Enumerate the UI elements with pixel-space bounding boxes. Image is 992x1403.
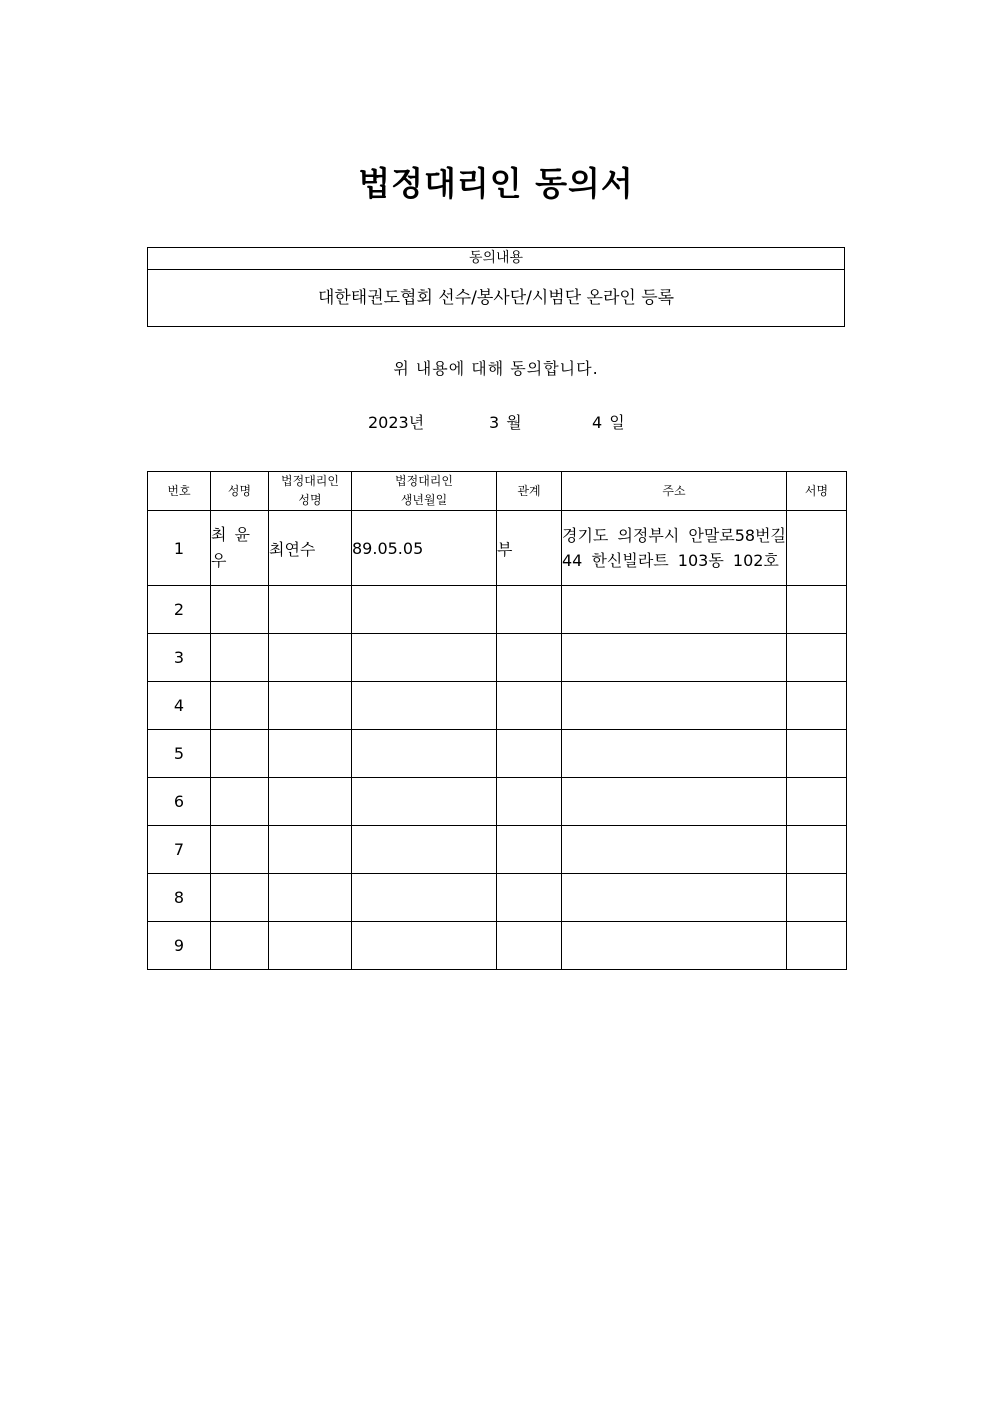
table-row (148, 682, 847, 730)
rep-birth-cell[interactable] (352, 922, 497, 970)
relation-cell[interactable] (497, 682, 562, 730)
athlete-name-cell[interactable] (211, 730, 269, 778)
signature-cell[interactable] (787, 778, 847, 826)
rep-name: 최연수 (269, 511, 352, 586)
agreement-sentence: 위 내용에 대해 동의합니다. (393, 359, 599, 378)
consent-content: 대한태권도협회 선수/봉사단/시범단 온라인 등록 (317, 288, 675, 308)
rep-birth-cell[interactable] (352, 634, 497, 682)
address-cell[interactable] (562, 778, 787, 826)
relation-cell[interactable] (497, 874, 562, 922)
date-year-value: 2023 (368, 413, 409, 432)
rep-name-cell[interactable] (269, 826, 352, 874)
date-month (489, 410, 529, 433)
signature-cell[interactable] (787, 730, 847, 778)
address-cell[interactable] (562, 682, 787, 730)
date-month-value: 3 (489, 413, 500, 432)
signature-cell[interactable] (787, 586, 847, 634)
representative-table (147, 471, 847, 970)
rep-name-cell[interactable] (269, 634, 352, 682)
rep-birth-cell[interactable] (352, 730, 497, 778)
rep-birth-cell[interactable] (352, 586, 497, 634)
relation-cell[interactable] (497, 730, 562, 778)
relation-cell[interactable] (497, 826, 562, 874)
row-number: 5 (148, 730, 211, 778)
table-row (148, 874, 847, 922)
athlete-name-cell[interactable] (211, 922, 269, 970)
address: 경기도 의정부시 안말로58번길 44 한신빌라트 103동 102호 (562, 511, 787, 586)
relation-cell[interactable] (497, 778, 562, 826)
address-cell[interactable] (562, 586, 787, 634)
row-number: 8 (148, 874, 211, 922)
row-number: 9 (148, 922, 211, 970)
consent-header: 동의내용 (148, 248, 844, 270)
table-row (148, 826, 847, 874)
table-row (148, 778, 847, 826)
row-number: 3 (148, 634, 211, 682)
rep-name-cell[interactable] (269, 874, 352, 922)
header-rep-birth-line1: 법정대리인 (395, 474, 453, 488)
date-day-value: 4 (592, 413, 603, 432)
athlete-name-cell[interactable] (211, 682, 269, 730)
rep-name-cell[interactable] (269, 778, 352, 826)
date-year-unit: 년 (408, 413, 425, 432)
date-day-unit: 일 (609, 413, 625, 432)
rep-birth-cell[interactable] (352, 826, 497, 874)
address-cell[interactable] (562, 874, 787, 922)
signature-cell[interactable] (787, 511, 847, 586)
header-rep-name-line1: 법정대리인 (281, 474, 339, 488)
athlete-name-cell[interactable] (211, 778, 269, 826)
header-rep-birth (352, 472, 497, 511)
signature-cell[interactable] (787, 922, 847, 970)
date-month-unit: 월 (506, 413, 522, 432)
table-header-row (148, 472, 847, 511)
table-row (148, 730, 847, 778)
athlete-name-cell[interactable] (211, 586, 269, 634)
rep-name-cell[interactable] (269, 682, 352, 730)
table-row (148, 634, 847, 682)
relation-cell[interactable] (497, 634, 562, 682)
date-year (368, 410, 431, 433)
rep-birth-cell[interactable] (352, 874, 497, 922)
table-row (148, 511, 847, 586)
athlete-name-cell[interactable] (211, 826, 269, 874)
header-rep-name-line2: 성명 (298, 493, 322, 507)
consent-box (147, 247, 845, 327)
signature-cell[interactable] (787, 634, 847, 682)
header-signature: 서명 (787, 472, 847, 511)
signature-cell[interactable] (787, 682, 847, 730)
address-cell[interactable] (562, 922, 787, 970)
header-name: 성명 (211, 472, 269, 511)
header-relation: 관계 (497, 472, 562, 511)
relation-cell[interactable] (497, 586, 562, 634)
header-rep-name (269, 472, 352, 511)
address-cell[interactable] (562, 730, 787, 778)
athlete-name-cell[interactable] (211, 874, 269, 922)
header-rep-birth-line2: 생년월일 (400, 493, 448, 507)
date-day (592, 410, 632, 433)
row-number: 4 (148, 682, 211, 730)
rep-name-cell[interactable] (269, 586, 352, 634)
header-number: 번호 (148, 472, 211, 511)
document-title: 법정대리인 동의서 (358, 164, 634, 203)
rep-name-cell[interactable] (269, 730, 352, 778)
table-row (148, 586, 847, 634)
rep-name-cell[interactable] (269, 922, 352, 970)
rep-birth: 89.05.05 (352, 511, 497, 586)
signature-cell[interactable] (787, 826, 847, 874)
address-cell[interactable] (562, 826, 787, 874)
athlete-name-cell[interactable] (211, 634, 269, 682)
rep-birth-cell[interactable] (352, 778, 497, 826)
row-number: 7 (148, 826, 211, 874)
relation: 부 (497, 511, 562, 586)
row-number: 2 (148, 586, 211, 634)
table-row (148, 922, 847, 970)
relation-cell[interactable] (497, 922, 562, 970)
header-address: 주소 (562, 472, 787, 511)
address-cell[interactable] (562, 634, 787, 682)
row-number: 1 (148, 511, 211, 586)
signature-cell[interactable] (787, 874, 847, 922)
athlete-name: 최윤우 (211, 511, 269, 586)
rep-birth-cell[interactable] (352, 682, 497, 730)
row-number: 6 (148, 778, 211, 826)
